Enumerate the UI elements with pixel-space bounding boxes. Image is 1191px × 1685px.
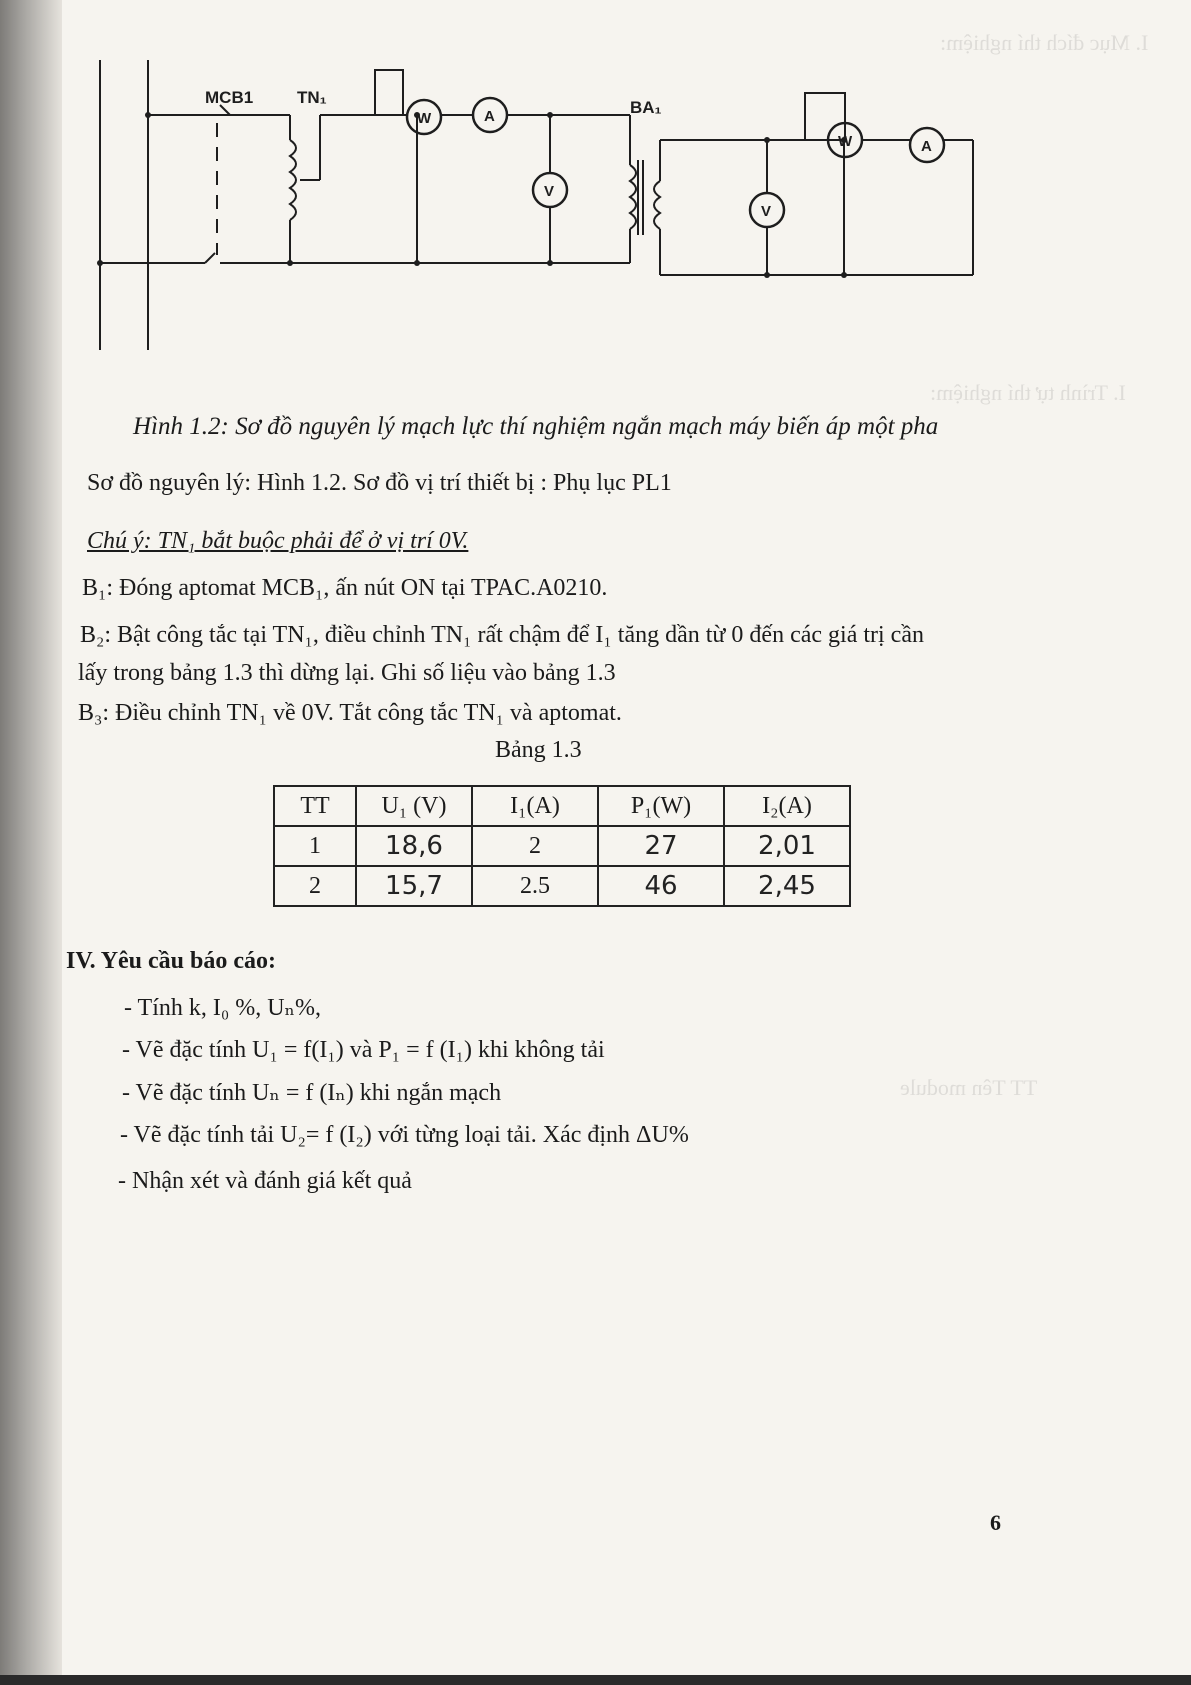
cell-i1: 2.5 <box>472 866 598 906</box>
table-header-row <box>274 786 850 826</box>
step-2-continued: lấy trong bảng 1.3 thì dừng lại. Ghi số liệu vào bảng 1.3 <box>78 660 616 686</box>
voltmeter-2-label: V <box>761 203 772 220</box>
report-item: - Vẽ đặc tính tải U₂= f (I₂) với từng loại tải. Xác định ΔU% <box>120 1122 689 1148</box>
cell-p1: 46 <box>598 866 724 906</box>
scan-bottom-edge <box>0 1675 1191 1685</box>
circuit-diagram <box>95 55 985 355</box>
cell-u1: 15,7 <box>356 866 472 906</box>
cell-i2: 2,01 <box>724 826 850 866</box>
ammeter-1-label: A <box>484 108 495 125</box>
page-binding-shadow <box>0 0 62 1685</box>
ammeter-2-label: A <box>921 138 932 155</box>
header-i2: I₂(A) <box>724 786 850 826</box>
cell-u1: 18,6 <box>356 826 472 866</box>
voltmeter-1-label: V <box>544 183 555 200</box>
bleed-through: TT Tên module <box>900 1075 1038 1100</box>
report-item: - Vẽ đặc tính U₁ = f(I₁) và P₁ = f (I₁) khi không tải <box>122 1037 605 1063</box>
cell-tt: 2 <box>274 866 356 906</box>
bleed-through: I. Mục đích thí nghiệm: <box>940 30 1149 55</box>
table-row <box>274 866 850 906</box>
wattmeter-1-label: W <box>417 110 432 127</box>
warning-note: Chú ý: TN₁ bắt buộc phải để ở vị trí 0V. <box>87 528 469 554</box>
ba-label: BA₁ <box>630 98 662 117</box>
header-tt: TT <box>274 786 356 826</box>
cell-tt: 1 <box>274 826 356 866</box>
mcb-label: MCB1 <box>205 88 254 107</box>
tn-label: TN₁ <box>297 88 327 107</box>
figure-caption: Hình 1.2: Sơ đồ nguyên lý mạch lực thí nghiệm ngắn mạch máy biến áp một pha <box>133 413 939 440</box>
cell-i2: 2,45 <box>724 866 850 906</box>
cell-i1: 2 <box>472 826 598 866</box>
measurement-table <box>273 785 851 907</box>
step-1: B₁: Đóng aptomat MCB₁, ấn nút ON tại TPAC.A0210. <box>82 575 608 601</box>
bleed-through: I. Trình tự thí nghiệm: <box>930 380 1126 405</box>
report-item: - Tính k, I₀ %, Uₙ%, <box>124 995 321 1021</box>
header-i1: I₁(A) <box>472 786 598 826</box>
wattmeter-2-label: W <box>838 133 853 150</box>
report-heading: IV. Yêu cầu báo cáo: <box>66 948 277 974</box>
table-title: Bảng 1.3 <box>495 737 582 763</box>
page-number: 6 <box>990 1510 1001 1535</box>
report-item: - Nhận xét và đánh giá kết quả <box>118 1168 412 1194</box>
report-item: - Vẽ đặc tính Uₙ = f (Iₙ) khi ngắn mạch <box>122 1080 502 1106</box>
schematic-reference: Sơ đồ nguyên lý: Hình 1.2. Sơ đồ vị trí thiết bị : Phụ lục PL1 <box>87 470 672 496</box>
header-p1: P₁(W) <box>598 786 724 826</box>
cell-p1: 27 <box>598 826 724 866</box>
step-3: B₃: Điều chỉnh TN₁ về 0V. Tắt công tắc TN₁ và aptomat. <box>78 700 622 726</box>
header-u1: U₁ (V) <box>356 786 472 826</box>
table-row <box>274 826 850 866</box>
step-2: B₂: Bật công tắc tại TN₁, điều chỉnh TN₁ rất chậm để I₁ tăng dần từ 0 đến các giá trị cần <box>80 622 924 648</box>
